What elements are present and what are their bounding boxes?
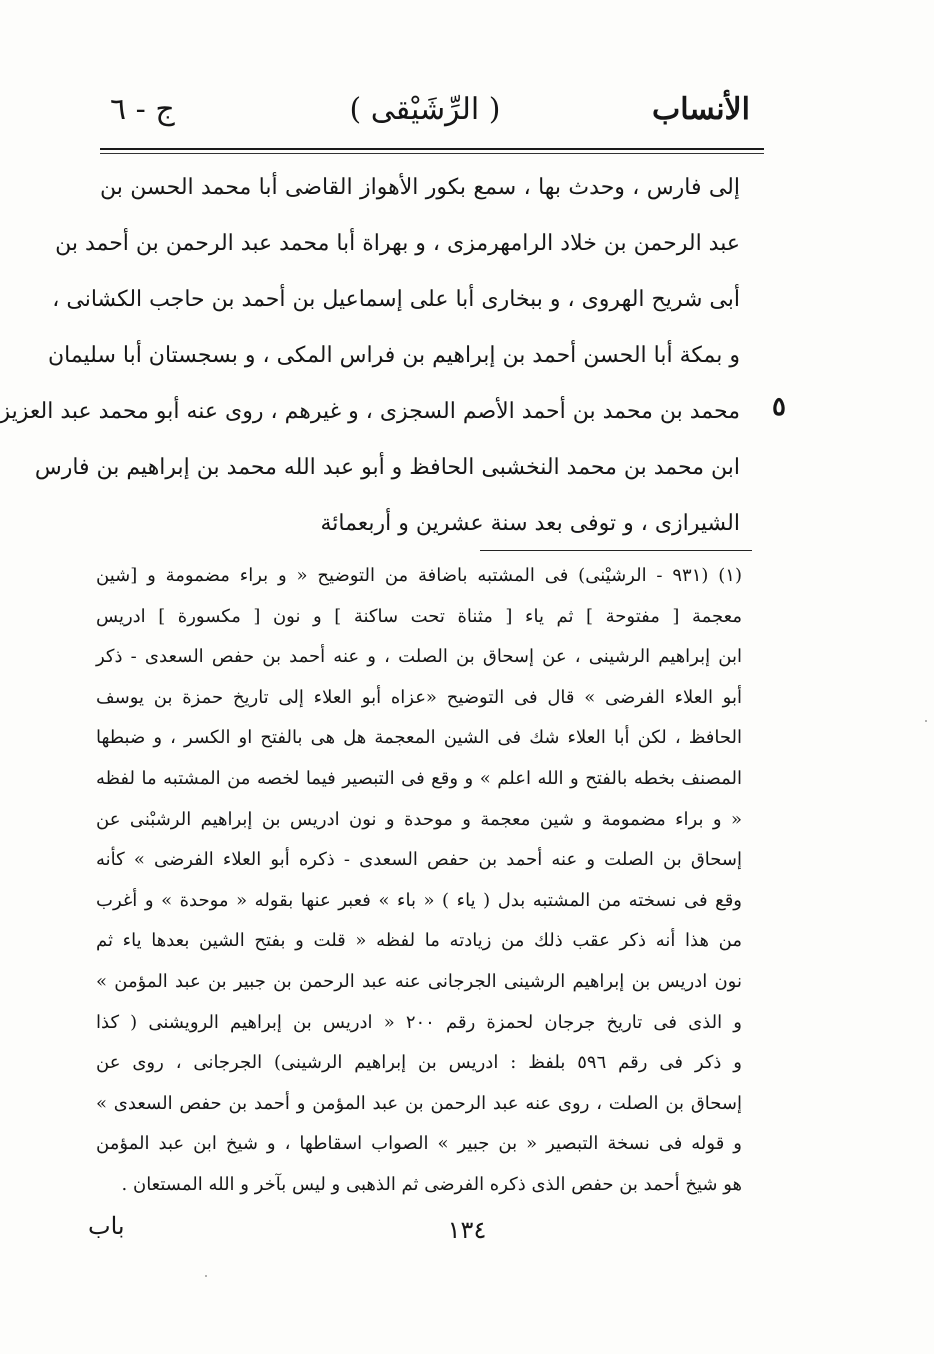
main-text xyxy=(0,160,740,552)
footnote-line: هو شيخ أحمد بن حفص الذى ذكره الفرضى ثم الذهبى و ليس بآخر و الله المستعان . xyxy=(121,1173,742,1195)
book-title: الأنساب xyxy=(652,92,750,127)
running-header xyxy=(100,92,750,138)
main-line: أبى شريح الهروى ، و ببخارى أبا على إسماعيل بن أحمد بن حاجب الكشانى ، xyxy=(52,287,740,312)
header-rule-thin xyxy=(100,153,764,154)
footnotes xyxy=(96,556,742,1206)
main-line: الشيرازى ، و توفى بعد سنة عشرين و أربعمائة xyxy=(320,511,740,536)
main-line: محمد بن محمد بن أحمد الأصم السجزى ، و غيرهم ، روى عنه أبو محمد عبد العزيز xyxy=(0,399,740,424)
main-line: عبد الرحمن بن خلاد الرامهرمزى ، و بهراة أبا محمد عبد الرحمن بن أحمد بن xyxy=(55,231,740,256)
paper-speck xyxy=(925,720,927,722)
footnote-separator xyxy=(480,550,752,551)
footnote-line: « و براء مضمومة و شين معجمة و موحدة و نون ادريس بن إبراهيم الرشبْنى عن xyxy=(96,808,742,830)
footnote-line: و قوله فى نسخة التبصير « بن جبير » الصواب اسقاطها ، و شيخ ابن عبد المؤمن xyxy=(96,1133,742,1155)
entry-title: ( الرِّشَيْقى ) xyxy=(349,92,501,127)
footnote-line: و الذى فى تاريخ جرجان لحمزة رقم ٢٠٠ « ادريس بن إبراهيم الرويشنى ( كذا xyxy=(96,1011,742,1033)
page-number: ١٣٤ xyxy=(447,1216,487,1244)
margin-line-number: ٥ xyxy=(772,392,786,422)
footnote-line: نون ادريس بن إبراهيم الرشينى الجرجانى عنه عبد الرحمن بن جبير بن عبد المؤمن » xyxy=(96,970,742,992)
footnote-line: معجمة [ مفتوحة ] ثم ياء [ مثناة تحت ساكنة ] و نون [ مكسورة ] ادريس xyxy=(96,605,742,627)
footnote-line: إسحاق بن الصلت و عنه أحمد بن حفص السعدى - ذكره أبو العلاء الفرضى » كأنه xyxy=(96,849,742,871)
volume-label: ج - ٦ xyxy=(110,92,175,127)
footnote-line: أبو العلاء الفرضى » قال فى التوضيح «عزاه أبو العلاء إلى تاريخ حمزة بن يوسف xyxy=(96,686,742,708)
footnote-line: من هذا أنه ذكر عقب ذلك من زيادته ما لفظه « قلت و بفتح الشين بعدها ياء ثم xyxy=(96,930,742,952)
main-line: و بمكة أبا الحسن أحمد بن إبراهيم بن فراس المكى ، و بسجستان أبا سليمان xyxy=(47,343,740,368)
main-line: ابن محمد بن محمد النخشبى الحافظ و أبو عبد الله محمد بن إبراهيم بن فارس xyxy=(34,455,740,480)
catchword: باب xyxy=(88,1212,125,1240)
main-line: إلى فارس ، وحدث بها ، سمع بكور الأهواز القاضى أبا محمد الحسن بن xyxy=(100,175,740,200)
paper-speck xyxy=(205,1275,207,1277)
footnote-line: المصنف بخطه بالفتح و الله اعلم » و وقع فى التبصير فيما لخصه من المشتبه ما لفظه xyxy=(96,767,742,789)
footnote-line: ابن إبراهيم الرشينى ، عن إسحاق بن الصلت ، و عنه أحمد بن حفص السعدى - ذكر xyxy=(96,646,742,668)
footnote-line: (١) (٩٣١ - الرشيْنى) فى المشتبه باضافة من التوضيح « و براء مضمومة و [شين xyxy=(96,565,742,586)
footnote-line: وقع فى نسخته من المشتبه بدل ( ياء ) « باء » فعبر عنها بقوله « موحدة » و أغرب xyxy=(96,889,742,911)
header-rule-thick xyxy=(100,148,764,150)
footnote-line: إسحاق بن الصلت ، روى عنه عبد الرحمن بن عبد المؤمن و أحمد بن حفص السعدى » xyxy=(96,1092,742,1114)
footnote-line: و ذكر فى رقم ٥٩٦ بلفظ : ادريس بن إبراهيم الرشينى) الجرجانى ، روى عن xyxy=(96,1052,742,1074)
footnote-line: الحافظ ، لكن أبا العلاء شك فى الشين المعجمة هل هى بالفتح او الكسر ، و ضبطها xyxy=(96,727,742,749)
